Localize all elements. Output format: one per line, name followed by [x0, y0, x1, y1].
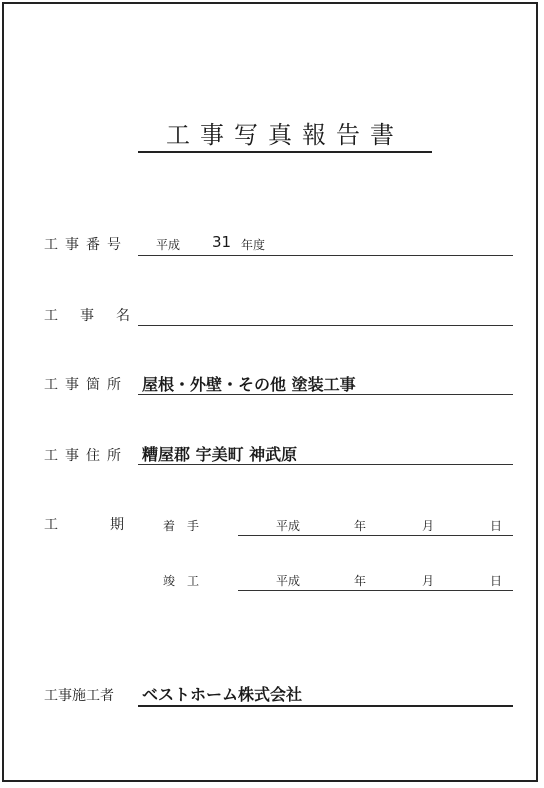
- construction-no-year-unit: 年度: [241, 238, 266, 252]
- construction-no-line: [138, 255, 513, 256]
- location-label: 工事箇所: [44, 377, 128, 393]
- period-end-line: [238, 590, 513, 591]
- construction-no-year: 31: [212, 233, 232, 251]
- construction-name-line: [138, 325, 513, 326]
- address-line: [138, 464, 513, 465]
- period-start-line: [238, 535, 513, 536]
- period-start-day: 日: [490, 519, 503, 533]
- construction-no-era: 平成: [156, 238, 181, 252]
- period-start-era: 平成: [276, 519, 301, 533]
- title-underline: [138, 151, 432, 153]
- contractor-value: ベストホーム株式会社: [142, 685, 303, 704]
- period-end-month: 月: [422, 574, 435, 588]
- period-start-year: 年: [354, 519, 367, 533]
- period-end-day: 日: [490, 574, 503, 588]
- contractor-label: 工事施工者: [44, 688, 114, 704]
- period-start-month: 月: [422, 519, 435, 533]
- period-end-year: 年: [354, 574, 367, 588]
- construction-name-label: 工 事 名: [44, 308, 134, 324]
- address-value: 糟屋郡 宇美町 神武原: [142, 445, 298, 464]
- construction-no-label: 工事番号: [44, 237, 128, 253]
- contractor-line: [138, 705, 513, 707]
- document-title: 工事写真報告書: [166, 121, 404, 149]
- address-label: 工事住所: [44, 448, 128, 464]
- location-value: 屋根・外壁・その他 塗装工事: [142, 375, 356, 394]
- period-label: 工 期: [44, 517, 132, 533]
- period-end-era: 平成: [276, 574, 301, 588]
- period-end-label: 竣 工: [163, 574, 200, 588]
- period-start-label: 着 手: [163, 519, 200, 533]
- location-line: [138, 394, 513, 395]
